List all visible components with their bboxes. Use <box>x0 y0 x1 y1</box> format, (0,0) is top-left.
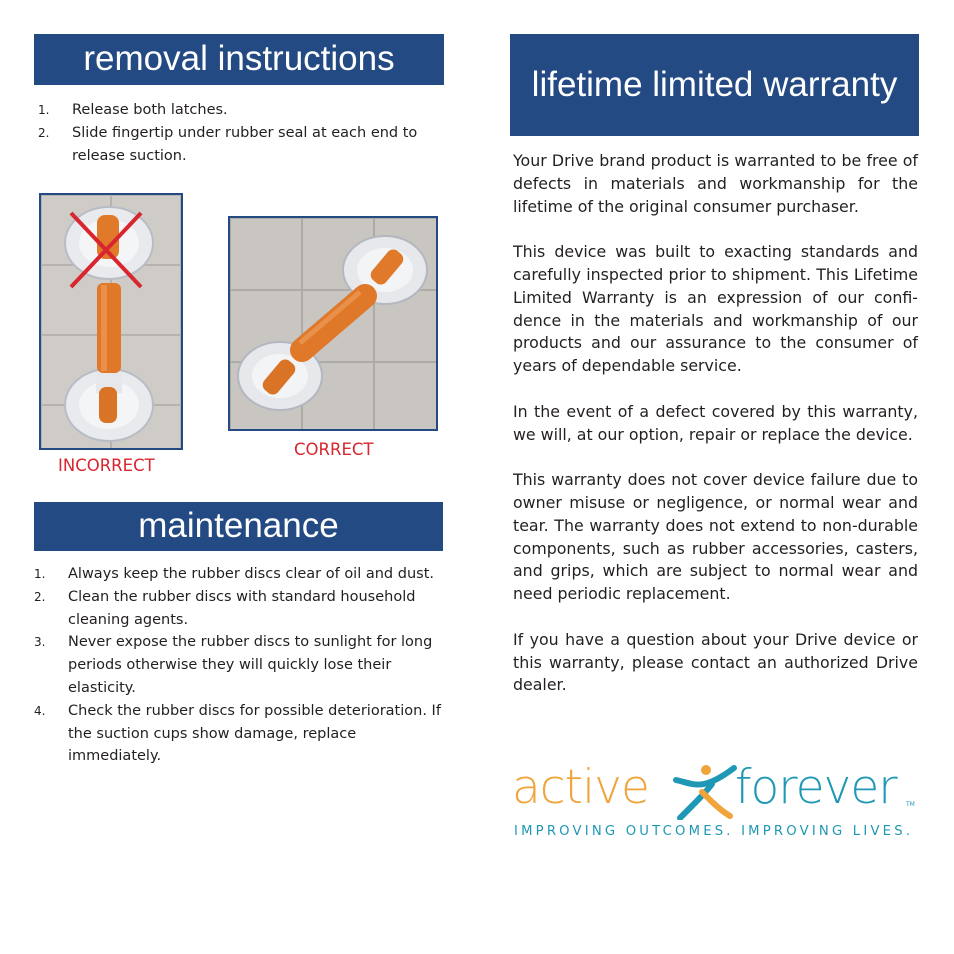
step-text: Never expose the rubber discs to sunlight for long periods otherwise they will quickly lose their elasticity. <box>68 634 433 696</box>
grab-bar-diagonal-illustration <box>230 218 436 429</box>
list-item <box>34 586 444 632</box>
incorrect-caption: INCORRECT <box>58 456 155 475</box>
warranty-paragraph: This warranty does not cover device failure due to owner misuse or negligence, or normal wear and tear. The warranty does not extend to non-durable components, such as rubber accessories, casters, and grips, which are subject to normal wear and need periodic replacement. <box>513 470 918 604</box>
logo-figure-icon <box>672 762 738 820</box>
step-text: Check the rubber discs for possible deterioration. If the suction cups show damage, replace immediately. <box>68 702 441 765</box>
list-item <box>34 700 444 768</box>
removal-steps-list <box>38 99 438 167</box>
removal-instructions-heading: removal instructions <box>34 34 444 85</box>
warranty-paragraph: If you have a question about your Drive device or this warranty, please contact an authorized Drive dealer. <box>513 629 918 695</box>
logo-word-active: active <box>512 760 649 815</box>
step-text: Slide fingertip under rubber seal at each end to release suction. <box>72 124 418 164</box>
grab-bar-vertical-illustration <box>41 195 181 448</box>
step-number: 2. <box>38 125 50 140</box>
warranty-heading: lifetime limited warranty <box>510 34 919 136</box>
logo-word-forever: forever <box>735 760 897 815</box>
warranty-paragraph: Your Drive brand product is warranted to be free of defects in materials and workmanship for the lifetime of the original consumer purchaser. <box>513 151 918 216</box>
maintenance-steps-list <box>34 563 444 768</box>
incorrect-removal-photo <box>39 193 183 450</box>
active-forever-logo <box>512 760 922 845</box>
correct-caption: CORRECT <box>294 440 374 459</box>
step-number: 3. <box>34 635 46 650</box>
list-item <box>38 122 438 168</box>
warranty-body <box>513 150 918 720</box>
step-number: 4. <box>34 703 46 718</box>
maintenance-heading: maintenance <box>34 502 443 551</box>
step-number: 2. <box>34 589 46 604</box>
correct-removal-photo <box>228 216 438 431</box>
step-text: Clean the rubber discs with standard household cleaning agents. <box>68 588 416 628</box>
step-number: 1. <box>38 103 50 117</box>
step-text: Release both latches. <box>72 102 228 118</box>
logo-tagline: IMPROVING OUTCOMES. IMPROVING LIVES. <box>514 824 914 839</box>
list-item <box>34 631 444 699</box>
list-item <box>34 563 444 586</box>
warranty-paragraph: This device was built to exacting standards and carefully inspected prior to shipment. This Lifetime Limited Warranty is an expression of our confi-dence in the materials and workmanship of our products and our assurance to the consumer of years of dependable service. <box>513 242 918 376</box>
step-number: 1. <box>34 567 46 581</box>
list-item <box>38 99 438 122</box>
warranty-paragraph: In the event of a defect covered by this warranty, we will, at our option, repair or replace the device. <box>513 401 918 444</box>
step-text: Always keep the rubber discs clear of oil and dust. <box>68 566 434 582</box>
logo-trademark: TM <box>906 801 915 808</box>
